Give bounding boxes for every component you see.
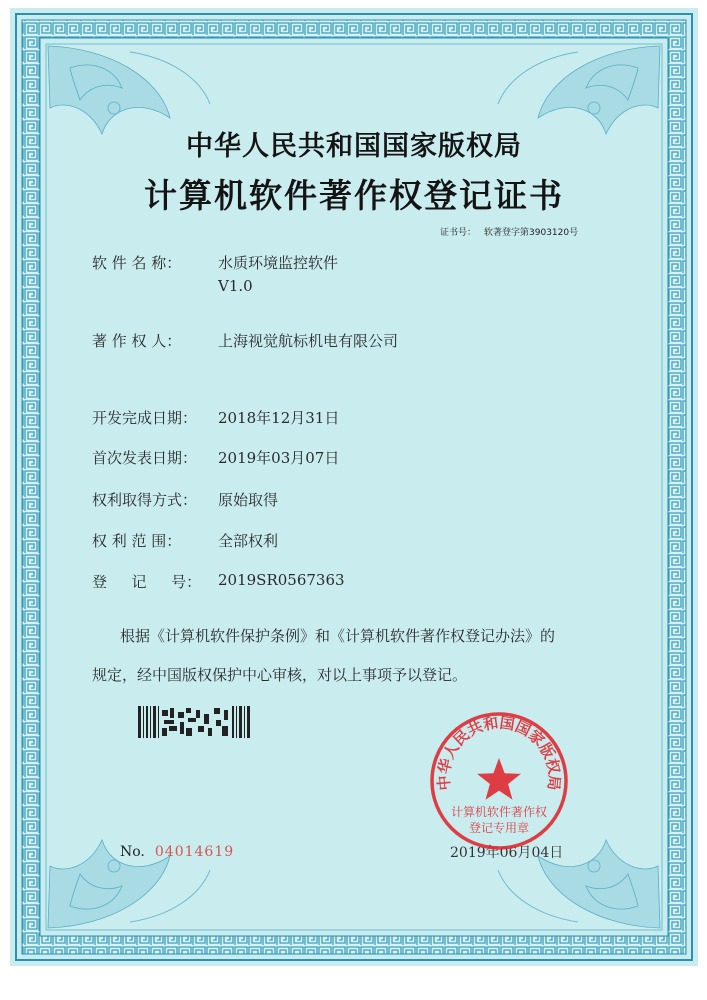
seal-line-2: 登记专用章 <box>468 821 530 835</box>
official-seal-icon <box>428 710 570 852</box>
field-value: 原始取得 <box>218 491 279 509</box>
field-first-publication-date <box>92 447 340 468</box>
field-label: 权 利 范 围： <box>92 532 182 550</box>
statement-line-2: 规定，经中国版权保护中心审核，对以上事项予以登记。 <box>92 666 468 684</box>
field-label: 首次发表日期： <box>92 449 198 467</box>
issue-date: 2019年06月04日 <box>450 845 564 861</box>
field-value: 2019年03月07日 <box>218 449 340 467</box>
seal-ring-text: 中华人民共和国国家版权局 <box>434 713 564 792</box>
field-software-name <box>92 252 339 295</box>
serial-number: 04014619 <box>154 844 235 860</box>
field-label: 权利取得方式： <box>92 491 198 509</box>
certificate <box>10 8 698 966</box>
field-label: 开发完成日期： <box>92 409 198 427</box>
field-label: 登 记 号： <box>92 573 202 591</box>
field-value: 水质环境监控软件 <box>218 254 339 272</box>
field-registration-number <box>92 571 345 592</box>
field-value: 2018年12月31日 <box>218 409 340 427</box>
statement-line-1: 根据《计算机软件保护条例》和《计算机软件著作权登记办法》的 <box>120 627 556 645</box>
field-value-version: V1.0 <box>218 277 253 295</box>
issuer-title: 中华人民共和国国家版权局 <box>186 131 522 162</box>
field-value: 2019SR0567363 <box>218 571 345 589</box>
field-value: 全部权利 <box>218 532 279 550</box>
barcode-icon <box>138 706 250 738</box>
field-label: 著 作 权 人： <box>92 332 182 350</box>
cert-no-value: 软著登字第3903120号 <box>484 228 579 238</box>
field-completion-date <box>92 407 340 428</box>
field-value: 上海视觉航标机电有限公司 <box>218 332 399 350</box>
certificate-serial <box>120 844 234 860</box>
field-rights-scope <box>92 530 279 551</box>
field-label: 软 件 名 称： <box>92 254 182 272</box>
certificate-title: 计算机软件著作权登记证书 <box>144 176 564 215</box>
serial-label: No. <box>120 844 145 860</box>
field-copyright-owner <box>92 330 399 351</box>
cert-no-label: 证书号： <box>440 228 477 238</box>
certificate-number <box>440 225 586 238</box>
field-acquisition-method <box>92 489 279 510</box>
seal-line-1: 计算机软件著作权 <box>450 805 548 819</box>
